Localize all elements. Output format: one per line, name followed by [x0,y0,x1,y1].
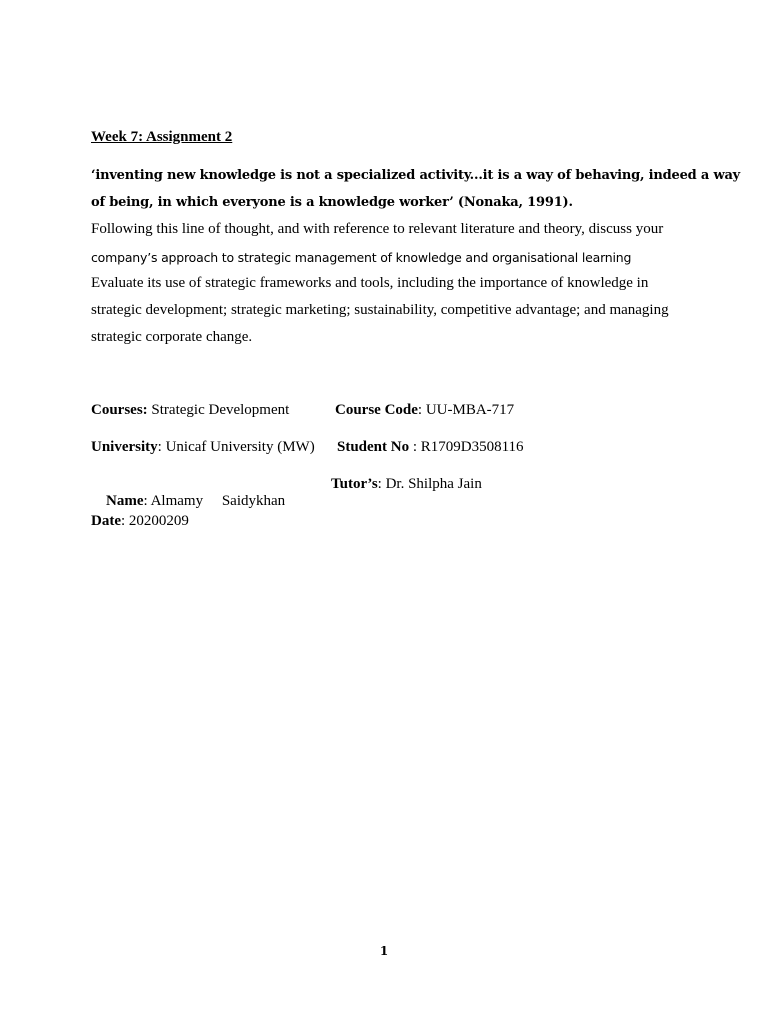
date-label: Date [91,513,121,529]
student-no-value: : R1709D3508116 [409,439,524,455]
body-line-3: Evaluate its use of strategic frameworks and tools, including the importance of knowledge in [91,275,649,291]
student-no-label: Student No [337,439,410,455]
university-field [91,439,315,456]
body-line-1: Following this line of thought, and with reference to relevant literature and theory, discuss your [91,221,664,237]
course-code-label: Course Code [335,402,418,418]
tutor-field [331,476,482,493]
date-value: : 20200209 [121,513,189,529]
body-line-4: strategic development; strategic marketing; sustainability, competitive advantage; and managing [91,302,669,318]
tutor-value: : Dr. Shilpha Jain [377,476,482,492]
tutor-label: Tutor’s [331,476,378,492]
page-number: 1 [379,944,389,958]
name-value: : Almamy Saidykhan [143,493,286,509]
courses-label: Courses: [91,402,148,418]
quote-line-2: of being, in which everyone is a knowledge worker’ (Nonaka, 1991). [91,195,573,210]
course-code-field [335,402,514,419]
date-field [91,513,189,530]
courses-value: Strategic Development [147,402,290,418]
body-line-2: company’s approach to strategic management of knowledge and organisational learning [91,250,632,265]
student-no-field [337,439,524,456]
courses-field [91,402,289,419]
course-code-value: : UU-MBA-717 [417,402,515,418]
assignment-heading: Week 7: Assignment 2 [91,129,233,145]
university-label: University [91,439,158,455]
quote-line-1: ‘inventing new knowledge is not a specialized activity...it is a way of behaving, indeed a way [91,168,741,183]
body-line-5: strategic corporate change. [91,329,253,345]
university-value: : Unicaf University (MW) [157,439,315,455]
name-label: Name [106,493,144,509]
